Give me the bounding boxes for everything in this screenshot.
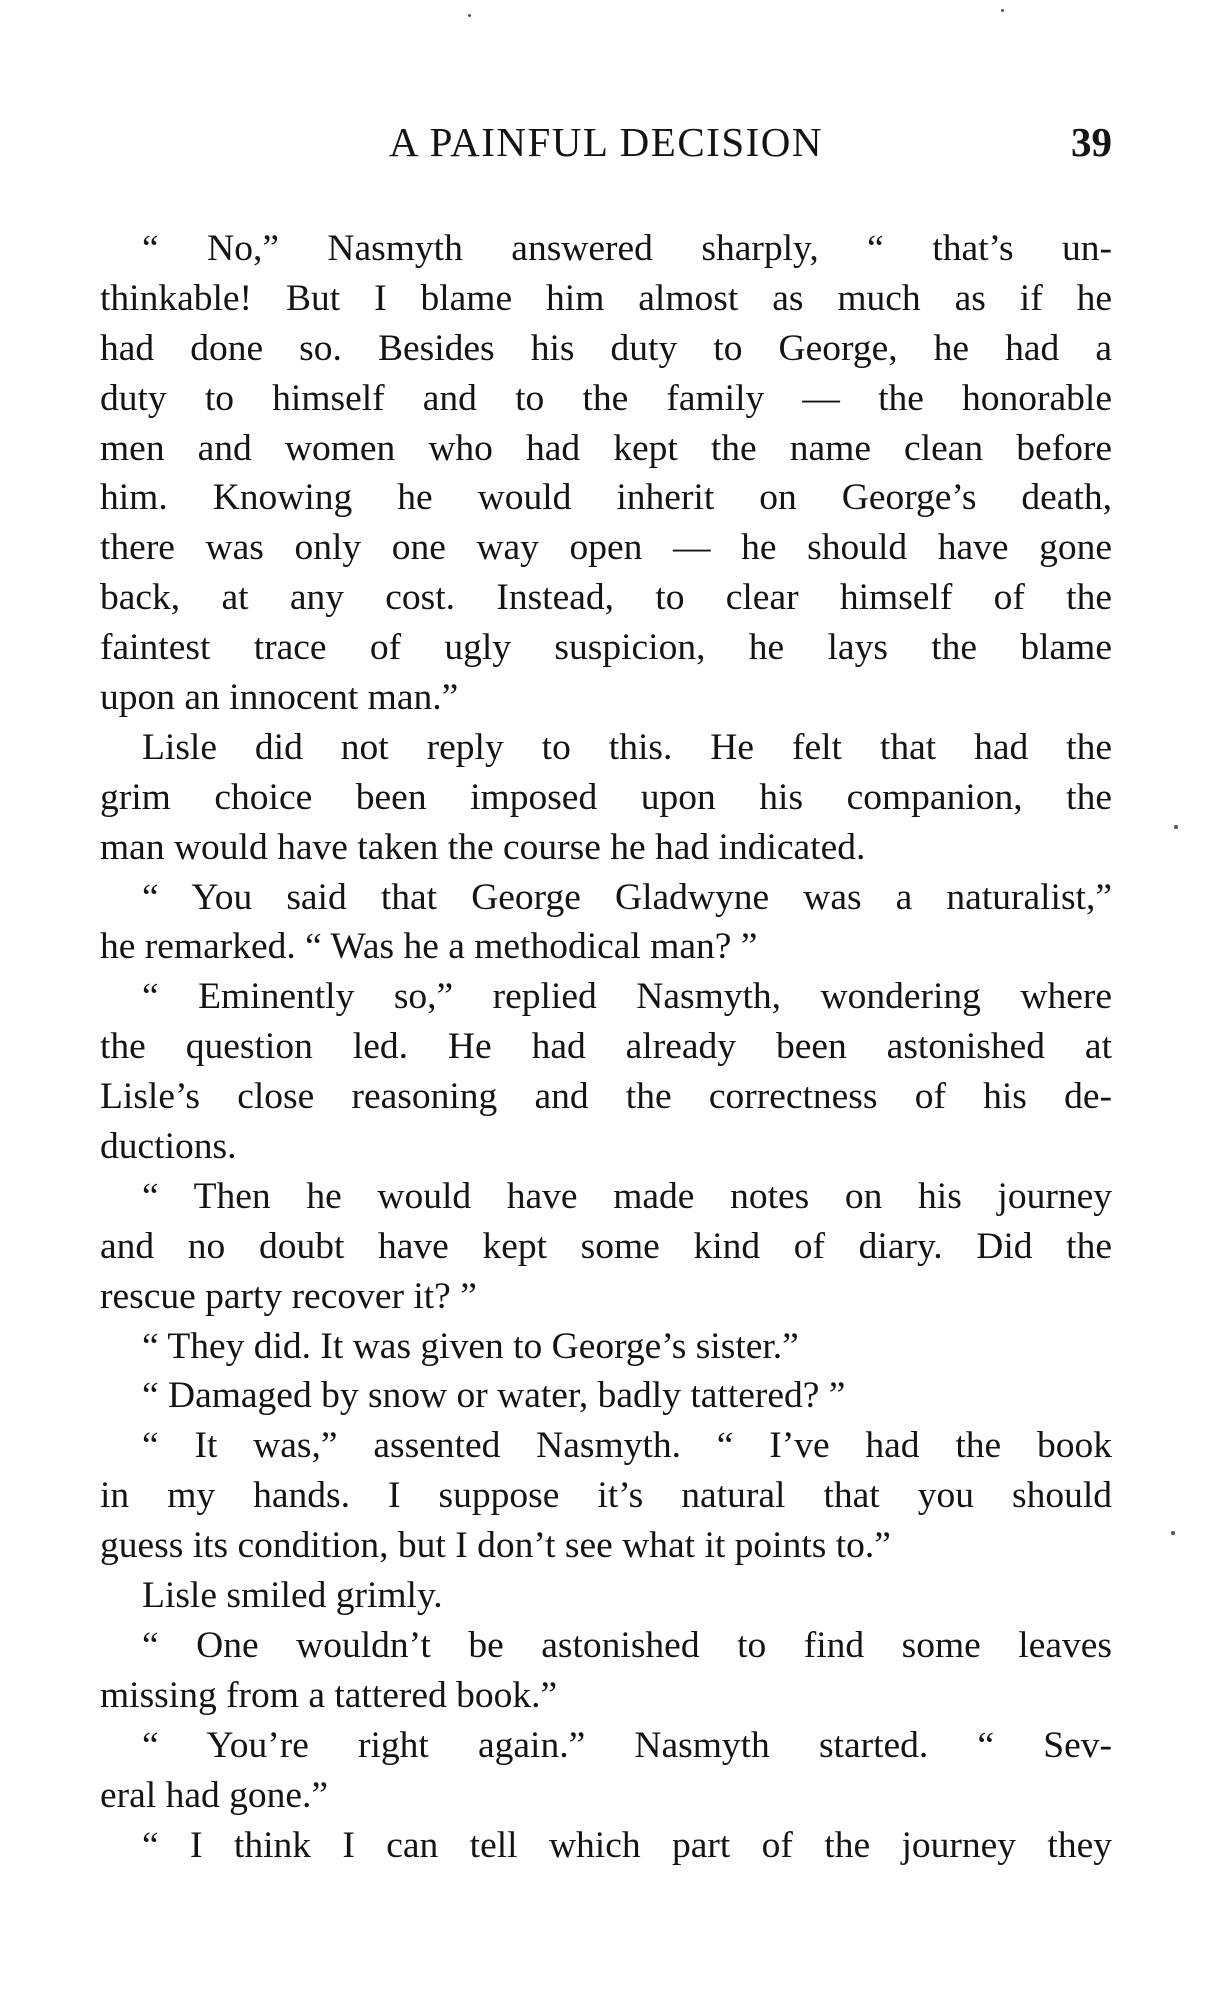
text-line: rescue party recover it? ” bbox=[100, 1275, 477, 1317]
text-line: “ You said that George Gladwyne was a naturalist,” bbox=[142, 876, 1112, 918]
text-line: missing from a tattered book.” bbox=[100, 1674, 558, 1716]
text-line: man would have taken the course he had indicated. bbox=[100, 826, 866, 868]
text-line: Lisle’s close reasoning and the correctness of his de- bbox=[100, 1076, 1112, 1118]
text-line: “ Then he would have made notes on his journey bbox=[142, 1175, 1112, 1217]
page-number: 39 bbox=[1071, 119, 1112, 165]
text-line: duty to himself and to the family — the honorable bbox=[100, 377, 1112, 419]
text-line: Lisle did not reply to this. He felt that had the bbox=[142, 726, 1112, 768]
paper-speck bbox=[1001, 9, 1004, 12]
text-line: upon an innocent man.” bbox=[100, 677, 459, 719]
text-line: “ I think I can tell which part of the journey they bbox=[142, 1824, 1112, 1866]
text-line: eral had gone.” bbox=[100, 1774, 329, 1816]
text-line: and no doubt have kept some kind of diary. Did the bbox=[100, 1225, 1112, 1267]
text-line: “ Eminently so,” replied Nasmyth, wondering where bbox=[142, 976, 1112, 1018]
text-line: ductions. bbox=[100, 1126, 237, 1168]
text-line: grim choice been imposed upon his companion, the bbox=[100, 776, 1112, 818]
running-head bbox=[100, 118, 1112, 178]
paper-speck bbox=[1174, 825, 1178, 829]
text-line: Lisle smiled grimly. bbox=[142, 1575, 443, 1617]
text-line: “ You’re right again.” Nasmyth started. “ Sev- bbox=[142, 1724, 1112, 1766]
text-line: faintest trace of ugly suspicion, he lays the blame bbox=[100, 627, 1112, 669]
chapter-title: A PAINFUL DECISION bbox=[388, 119, 824, 165]
text-line: back, at any cost. Instead, to clear himself of the bbox=[100, 577, 1112, 619]
text-line: “ No,” Nasmyth answered sharply, “ that’s un- bbox=[142, 228, 1112, 269]
text-line: he remarked. “ Was he a methodical man? ” bbox=[100, 926, 758, 968]
book-page bbox=[100, 118, 1112, 1870]
text-line: in my hands. I suppose it’s natural that you should bbox=[100, 1475, 1112, 1517]
text-line: him. Knowing he would inherit on George’s death, bbox=[100, 477, 1112, 519]
text-line: “ One wouldn’t be astonished to find some leaves bbox=[142, 1624, 1112, 1666]
paper-speck bbox=[1171, 1531, 1175, 1535]
text-line: there was only one way open — he should have gone bbox=[100, 527, 1112, 569]
text-line: “ They did. It was given to George’s sister.” bbox=[142, 1325, 799, 1367]
text-line: “ Damaged by snow or water, badly tattered? ” bbox=[142, 1375, 846, 1417]
body-text bbox=[100, 224, 1112, 1870]
paper-speck bbox=[468, 14, 471, 17]
text-line: had done so. Besides his duty to George, he had a bbox=[100, 327, 1112, 369]
text-line: thinkable! But I blame him almost as much as if he bbox=[100, 277, 1112, 319]
text-line: men and women who had kept the name clean before bbox=[100, 427, 1112, 469]
text-line: the question led. He had already been astonished at bbox=[100, 1026, 1112, 1068]
text-line: guess its condition, but I don’t see what it points to.” bbox=[100, 1525, 891, 1567]
text-line: “ It was,” assented Nasmyth. “ I’ve had the book bbox=[142, 1425, 1112, 1467]
